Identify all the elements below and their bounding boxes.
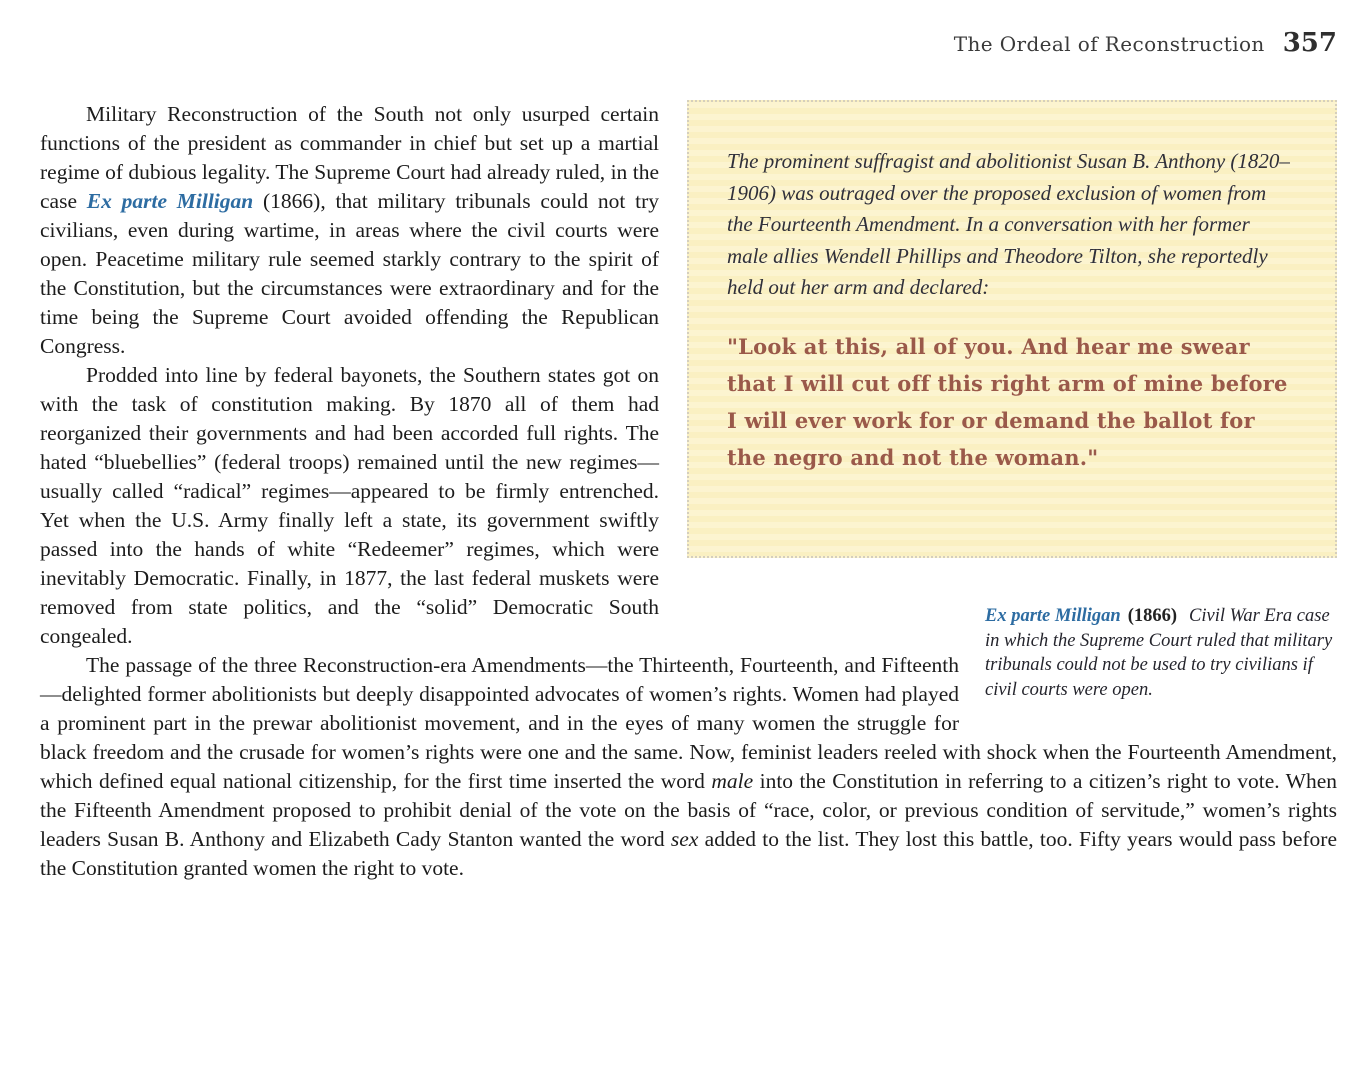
running-head: The Ordeal of Reconstruction [953,32,1265,56]
margin-note-year: (1866) [1127,606,1178,626]
text-run: (1866), that military tribunals could not try civilians, even during wartime, in areas where the civil courts were open. Peacetime military rule seemed starkly contrary to the spirit of the Constitution, but the circumstances were extraordinary and for the time being the Supreme Court avoided offending the Republican Congress. [40,189,659,358]
text-run: into the Constitution in referring to a citizen’s right to vote. When the Fifteenth Amendment proposed to prohibit denial of the vote on the basis of “race, color, or previous condition of servitude,” women’s rights leaders Susan B. Anthony and Elizabeth Cady Stanton wanted the word [40,769,1337,851]
margin-note-term: Ex parte Milligan [985,606,1121,626]
text-run-italic: male [711,769,754,793]
text-run: Prodded into line by federal bayonets, the Southern states got on with the task of constitution making. By 1870 all of them had reorganized their governments and had been accorded full rights. The hated “bluebellies” (federal troops) remained until the new regimes—usually called “radical” regimes—appeared to be firmly entrenched. Yet when the U.S. Army finally left a state, its government swiftly passed into the hands of white “Redeemer” regimes, which were inevitably Democratic. Finally, in 1877, the last federal muskets were removed from state politics, and the “solid” Democratic South congealed. [40,363,659,648]
text-run-italic: sex [670,827,699,851]
text-run: The passage of the three Reconstruction-era Amendments—the Thirteenth, Fourteenth, and Fifteenth—delighted former abolitionists but deeply disappointed advocates of women’s rights. Women had played a prominent part in the prewar abolitionist movement, and in the eyes of many women the struggle for black freedom and the crusade for women’s rights were one and the same. Now, feminist leaders reeled with shock when the Fourteenth Amendment, which defined equal national citizenship, for the first time inserted the word [40,653,1337,793]
margin-note-ex-parte-milligan [985,604,1337,702]
susan-b-anthony-quote-box [687,100,1337,558]
page-content [40,100,1337,883]
page-header [40,28,1337,58]
text-run-link: Ex parte Milligan [86,189,254,213]
quote-box-quotation: "Look at this, all of you. And hear me swear that I will cut off this right arm of mine before I will ever work for or demand the ballot for the negro and not the woman." [727,333,1288,470]
page-number: 357 [1282,28,1337,58]
text-run: added to the list. They lost this battle, too. Fifty years would pass before the Constitution granted women the right to vote. [40,827,1337,880]
margin-note-definition: Civil War Era case in which the Supreme Court ruled that military tribunals could not be used to try civilians if civil courts were open. [985,606,1333,700]
quote-box-intro: The prominent suffragist and abolitionist Susan B. Anthony (1820–1906) was outraged over the proposed exclusion of women from the Fourteenth Amendment. In a conversation with her former male allies Wendell Phillips and Theodore Tilton, she reportedly held out her arm and declared: [727,149,1290,299]
text-run: Military Reconstruction of the South not only usurped certain functions of the president as commander in chief but set up a martial regime of dubious legality. The Supreme Court had already ruled, in the case [40,102,659,213]
